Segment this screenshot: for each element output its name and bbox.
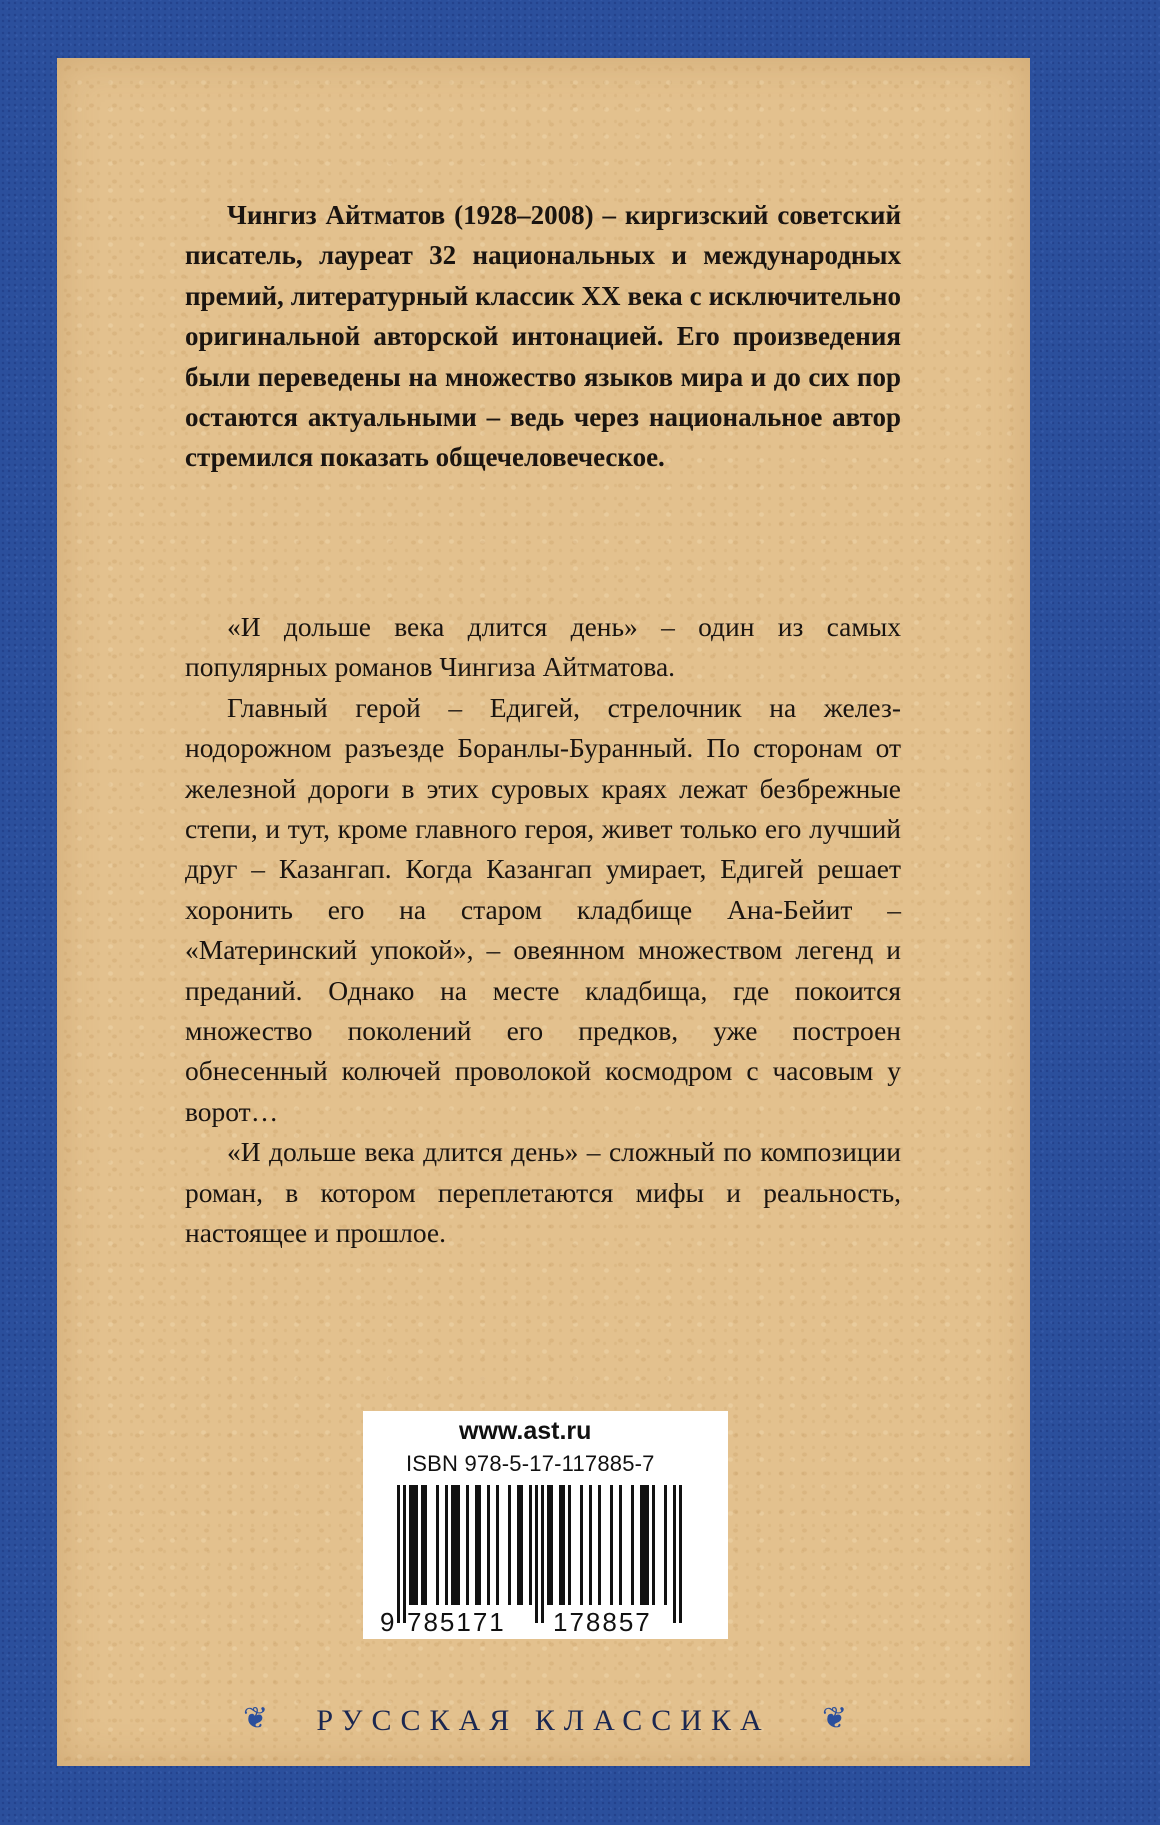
author-bio (185, 195, 901, 478)
barcode-bar (520, 1485, 523, 1605)
series-title: РУССКАЯ КЛАССИКА (316, 1704, 771, 1737)
annotation-paragraph-1: «И дольше века длится день» – один из самых популярных романов Чингиза Айтматова. (185, 611, 901, 683)
annotation-paragraph-2: Главный герой – Едигей, стрелочник на железнодорожном разъезде Боранлы-Буранный. По сторонам от железной дороги в этих суровых краях лежат безбрежные степи, и тут, кроме главного героя, живет только его лучший друг – Казангап. Когда Казангап умирает, Едигей решает хоронить его на старом кладбище Ана-Бейит – «Материнский упокой», – овеянном множеством легенд и преданий. Однако на месте кладбища, где покоится множество поколений его предков, уже построен обнесенный колючей проволокой космодром с часовым у ворот… (185, 691, 901, 1127)
barcode-bar (664, 1485, 667, 1605)
isbn-label: ISBN 978-5-17-117885-7 (406, 1451, 655, 1476)
barcode-bar (421, 1485, 424, 1605)
annotation-paragraph-3: «И дольше века длится день» – сложный по композиции роман, в котором переплетаются мифы и реальность, настоящее и прошлое. (185, 1136, 901, 1249)
barcode-bar (646, 1485, 649, 1605)
book-annotation (185, 607, 901, 1254)
barcode-bar (535, 1485, 538, 1623)
barcode-bar (475, 1485, 478, 1605)
back-cover-panel (57, 58, 1030, 1766)
barcode-bar (451, 1485, 454, 1605)
author-bio-paragraph: Чингиз Айтматов (1928–2008) – киргизский советский писатель, лауреат 32 национальных и международных премий, литературный классик XX века с исключительно оригинальной авторской интонацией. Его произведения были переведены на множество языков мира и до сих пор остаются актуальными – ведь через национальное автор стремился показать общечеловеческое. (185, 200, 901, 473)
barcode-bar (589, 1485, 592, 1605)
barcode-bar (466, 1485, 469, 1605)
barcode-bar (424, 1485, 427, 1605)
barcode-bar (643, 1485, 646, 1605)
barcode-box (363, 1411, 728, 1639)
barcode-bar (559, 1485, 562, 1605)
barcode-bar (550, 1485, 553, 1605)
barcode-bar (496, 1485, 499, 1605)
barcode-bar (562, 1485, 565, 1605)
barcode-bar (610, 1485, 613, 1605)
barcode-bar (568, 1485, 571, 1605)
fleuron-icon: ❦ (822, 1702, 848, 1735)
barcode-bar (598, 1485, 601, 1605)
barcode-bar (640, 1485, 643, 1605)
barcode-digit-first: 9 (380, 1607, 395, 1637)
barcode-bar (619, 1485, 622, 1605)
barcode-bar (541, 1485, 544, 1623)
barcode-bar (457, 1485, 460, 1605)
series-banner (57, 1704, 1030, 1738)
fleuron-icon: ❦ (243, 1702, 269, 1735)
barcode-bar (403, 1485, 406, 1623)
barcode-bar (631, 1485, 634, 1605)
barcode-bar (529, 1485, 532, 1605)
barcode-bar (397, 1485, 400, 1623)
barcode-digits-right: 178857 (553, 1607, 652, 1637)
barcode-bar (508, 1485, 511, 1605)
barcode-bar (673, 1485, 676, 1623)
barcode-bar (409, 1485, 412, 1605)
barcode-bar (412, 1485, 415, 1605)
barcode-bar (445, 1485, 448, 1605)
barcode-bar (517, 1485, 520, 1605)
barcode-bar (580, 1485, 583, 1605)
barcode-bar (652, 1485, 655, 1605)
publisher-website[interactable]: www.ast.ru (459, 1417, 592, 1445)
barcode-bar (547, 1485, 550, 1605)
barcode-image (363, 1411, 728, 1639)
barcode-bar (454, 1485, 457, 1605)
barcode-bar (478, 1485, 481, 1605)
barcode-bar (487, 1485, 490, 1605)
barcode-bar (436, 1485, 439, 1605)
barcode-digits-left: 785171 (407, 1607, 506, 1637)
barcode-bar (679, 1485, 682, 1623)
barcode-bars (397, 1485, 682, 1623)
barcode-bar (415, 1485, 418, 1605)
